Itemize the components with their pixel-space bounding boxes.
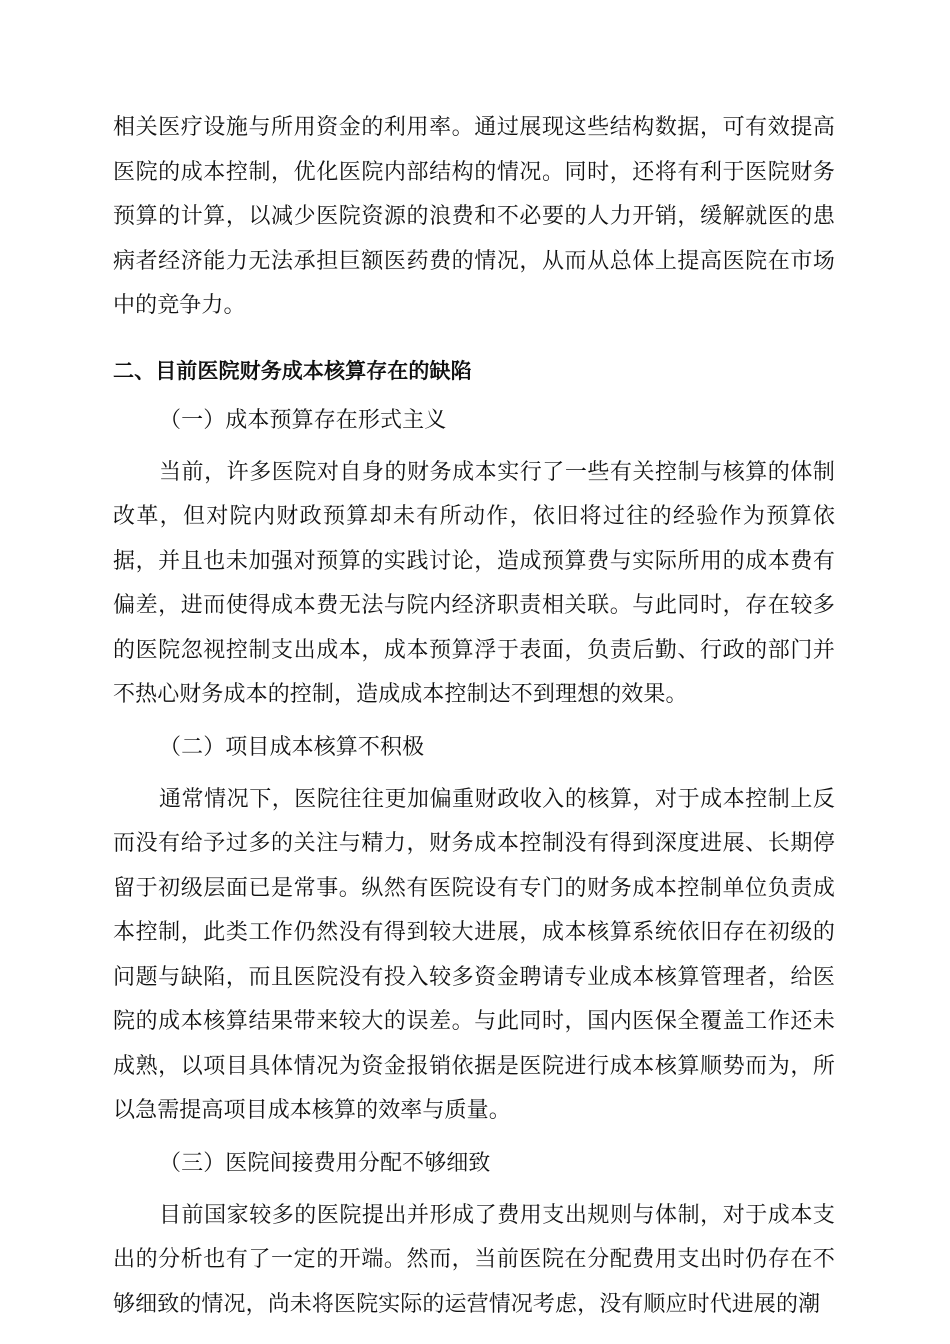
subsection-paragraph: 通常情况下，医院往往更加偏重财政收入的核算，对于成本控制上反而没有给予过多的关注与精力，财务成本控制没有得到深度进展、长期停留于初级层面已是常事。纵然有医院设有专门的财务成本控制单位负责成本控制，此类工作仍然没有得到较大进展，成本核算系统依旧存在初级的问题与缺陷，而且医院没有投入较多资金聘请专业成本核算管理者，给医院的成本核算结果带来较大的误差。与此同时，国内医保全覆盖工作还未成熟，以项目具体情况为资金报销依据是医院进行成本核算顺势而为，所以急需提高项目成本核算的效率与质量。 bbox=[113, 786, 835, 1123]
subsection-paragraph: 当前，许多医院对自身的财务成本实行了一些有关控制与核算的体制改革，但对院内财政预算却未有所动作，依旧将过往的经验作为预算依据，并且也未加强对预算的实践讨论，造成预算费与实际所用的成本费有偏差，进而使得成本费无法与院内经济职责相关联。与此同时，存在较多的医院忽视控制支出成本，成本预算浮于表面，负责后勤、行政的部门并不热心财务成本的控制，造成成本控制达不到理想的效果。 bbox=[113, 459, 835, 707]
subsection-indirect-cost-allocation bbox=[113, 1142, 835, 1328]
section-heading: 二、目前医院财务成本核算存在的缺陷 bbox=[113, 358, 472, 383]
document-body bbox=[113, 106, 835, 1335]
subsection-heading: （一）成本预算存在形式主义 bbox=[159, 407, 447, 433]
subsection-heading: （三）医院间接费用分配不够细致 bbox=[159, 1150, 491, 1176]
intro-paragraph: 相关医疗设施与所用资金的利用率。通过展现这些结构数据，可有效提高医院的成本控制，优化医院内部结构的情况。同时，还将有利于医院财务预算的计算，以减少医院资源的浪费和不必要的人力开销，缓解就医的患病者经济能力无法承担巨额医药费的情况，从而从总体上提高医院在市场中的竞争力。 bbox=[113, 115, 835, 318]
subsection-project-cost-accounting bbox=[113, 726, 835, 1134]
subsection-budget-formalism bbox=[113, 399, 835, 718]
subsection-paragraph: 目前国家较多的医院提出并形成了费用支出规则与体制，对于成本支出的分析也有了一定的开端。然而，当前医院在分配费用支出时仍存在不够细致的情况，尚未将医院实际的运营情况考虑，没有顺应时代进展的潮 bbox=[113, 1202, 835, 1317]
subsection-heading: （二）项目成本核算不积极 bbox=[159, 734, 425, 760]
